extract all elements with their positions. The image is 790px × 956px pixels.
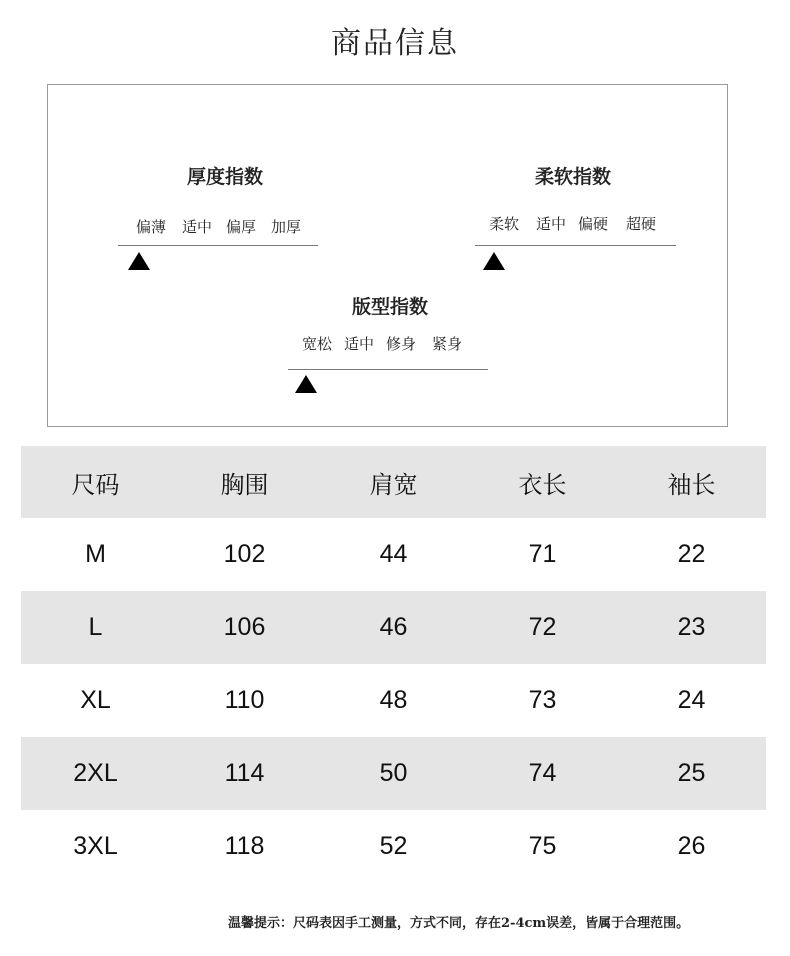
- table-cell: 114: [224, 759, 265, 787]
- table-cell: 102: [223, 540, 266, 568]
- header-sleeve: 袖长: [667, 470, 716, 499]
- table-cell: 23: [677, 613, 706, 641]
- header-length: 衣长: [518, 470, 567, 499]
- table-cell: 25: [677, 759, 706, 787]
- header-size: 尺码: [71, 470, 120, 499]
- table-header-row: [21, 446, 766, 518]
- table-row: [21, 737, 766, 810]
- fit-marker-icon: [295, 375, 317, 393]
- softness-level: 适中: [536, 215, 567, 233]
- table-cell: 52: [379, 832, 408, 860]
- fit-levels: [302, 333, 462, 354]
- thickness-level: 加厚: [271, 218, 302, 236]
- softness-level: 柔软: [489, 215, 520, 233]
- softness-marker-icon: [483, 252, 505, 270]
- table-cell: 73: [528, 686, 557, 714]
- table-cell: 75: [528, 832, 557, 860]
- table-row: [21, 591, 766, 664]
- header-chest: 胸围: [220, 470, 269, 499]
- fit-level: 紧身: [432, 335, 463, 353]
- fit-level: 修身: [386, 335, 417, 353]
- table-row: [21, 518, 766, 591]
- table-row: [21, 664, 766, 737]
- size-table: [21, 446, 766, 883]
- header-shoulder: 肩宽: [369, 470, 418, 499]
- thickness-marker-icon: [128, 252, 150, 270]
- table-cell: 44: [379, 540, 408, 568]
- table-cell: 46: [379, 613, 408, 641]
- table-cell: 72: [528, 613, 557, 641]
- table-cell: 22: [677, 540, 706, 568]
- table-cell: 71: [528, 540, 557, 568]
- thickness-level: 适中: [182, 218, 213, 236]
- table-cell: L: [88, 613, 103, 641]
- fit-level: 宽松: [302, 335, 333, 353]
- fit-scale-line: [288, 369, 488, 370]
- table-cell: 106: [223, 613, 266, 641]
- product-info-box: [47, 84, 728, 427]
- table-cell: 118: [224, 832, 265, 860]
- softness-level: 超硬: [626, 215, 657, 233]
- table-cell: 24: [677, 686, 706, 714]
- table-cell: 74: [528, 759, 557, 787]
- thickness-level: 偏薄: [136, 218, 167, 236]
- softness-scale-line: [475, 245, 676, 246]
- table-cell: 2XL: [73, 759, 118, 787]
- table-cell: XL: [80, 686, 111, 714]
- thickness-index-title: 厚度指数: [187, 166, 264, 188]
- table-cell: 50: [379, 759, 408, 787]
- table-cell: 26: [677, 832, 706, 860]
- thickness-level: 偏厚: [226, 218, 257, 236]
- softness-index-title: 柔软指数: [535, 166, 612, 188]
- table-cell: 3XL: [73, 832, 118, 860]
- softness-level: 偏硬: [578, 215, 609, 233]
- softness-levels: [489, 213, 656, 234]
- table-cell: 48: [379, 686, 408, 714]
- table-cell: M: [85, 540, 106, 568]
- size-note: 温馨提示：尺码表因手工测量，方式不同，存在2-4cm误差，皆属于合理范围。: [228, 916, 690, 931]
- thickness-levels: [136, 216, 301, 237]
- page-title: 商品信息: [331, 26, 459, 61]
- table-cell: 110: [224, 686, 265, 714]
- thickness-scale-line: [118, 245, 318, 246]
- table-row: [21, 810, 766, 883]
- fit-index-title: 版型指数: [352, 296, 429, 318]
- fit-level: 适中: [344, 335, 375, 353]
